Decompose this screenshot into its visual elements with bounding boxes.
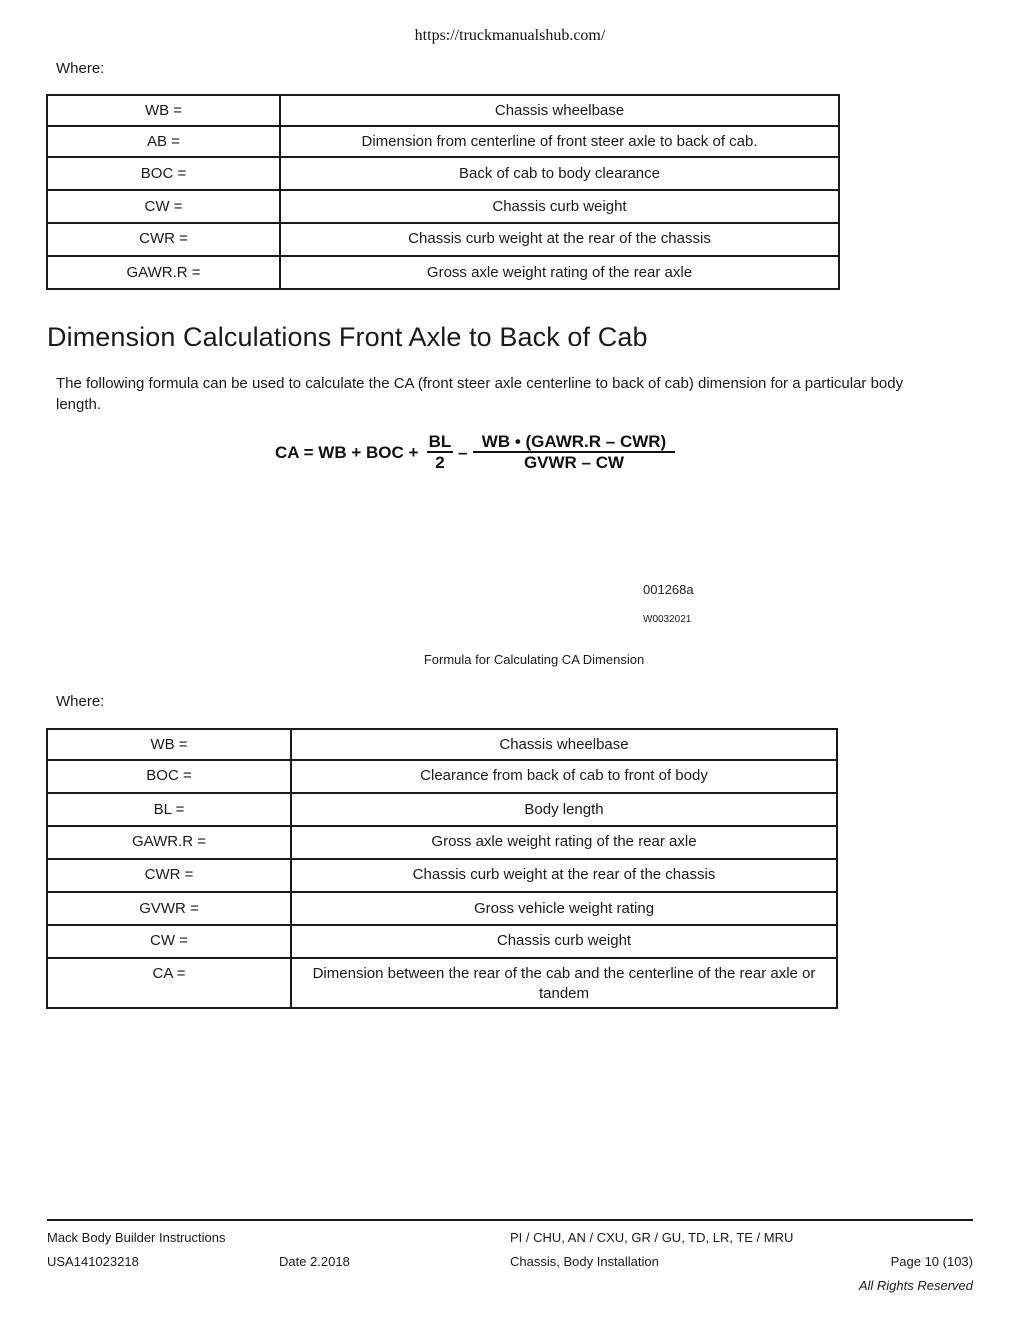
footer-rights: All Rights Reserved <box>858 1278 973 1293</box>
fraction-numerator: BL <box>428 432 452 451</box>
definitions-table-1-body <box>47 95 839 289</box>
table-row <box>47 190 839 223</box>
definition-cell: Dimension between the rear of the cab and the centerline of the rear axle or tandem <box>291 958 837 1008</box>
formula-minus: – <box>458 443 468 462</box>
table-row <box>47 256 839 289</box>
table-row <box>47 793 837 826</box>
definition-cell: Chassis curb weight at the rear of the chassis <box>291 859 837 892</box>
term-cell: CW = <box>47 190 280 223</box>
term-cell: CWR = <box>47 223 280 256</box>
term-cell: WB = <box>47 95 280 126</box>
term-cell: WB = <box>47 729 291 760</box>
term-cell: BOC = <box>47 157 280 190</box>
where-label-1: Where: <box>56 60 105 77</box>
table-row <box>47 729 837 760</box>
definition-cell: Chassis curb weight <box>280 190 839 223</box>
table-row <box>47 157 839 190</box>
where-label-2: Where: <box>56 693 105 710</box>
term-cell: CA = <box>47 958 291 1008</box>
term-cell: CWR = <box>47 859 291 892</box>
footer-doc-title: Mack Body Builder Instructions <box>47 1230 226 1245</box>
definition-cell: Gross axle weight rating of the rear axle <box>291 826 837 859</box>
source-url[interactable]: https://truckmanualshub.com/ <box>414 27 606 44</box>
fraction-numerator: WB • (GAWR.R – CWR) <box>473 432 675 453</box>
term-cell: GAWR.R = <box>47 256 280 289</box>
fraction-denominator: 2 <box>435 453 445 472</box>
formula-fraction-weight <box>473 432 675 473</box>
definitions-table-2-body <box>47 729 837 1008</box>
footer-page-number: Page 10 (103) <box>890 1254 973 1269</box>
footer-date: Date 2.2018 <box>279 1254 350 1269</box>
definition-cell: Back of cab to body clearance <box>280 157 839 190</box>
table-row <box>47 826 837 859</box>
definition-cell: Clearance from back of cab to front of body <box>291 760 837 793</box>
definition-cell: Chassis wheelbase <box>280 95 839 126</box>
definition-cell: Dimension from centerline of front steer axle to back of cab. <box>280 126 839 157</box>
definition-cell: Gross axle weight rating of the rear axle <box>280 256 839 289</box>
term-cell: AB = <box>47 126 280 157</box>
table-row <box>47 892 837 925</box>
table-row <box>47 760 837 793</box>
term-cell: GAWR.R = <box>47 826 291 859</box>
footer-section: Chassis, Body Installation <box>510 1254 659 1269</box>
figure-id: 001268a <box>643 582 694 597</box>
definition-cell: Chassis curb weight <box>291 925 837 958</box>
formula-fraction-bl <box>427 432 453 473</box>
definition-cell: Chassis wheelbase <box>291 729 837 760</box>
formula-lhs: CA = WB + BOC + <box>275 443 419 462</box>
footer-models: PI / CHU, AN / CXU, GR / GU, TD, LR, TE / MRU <box>510 1230 794 1245</box>
table-row <box>47 223 839 256</box>
term-cell: BL = <box>47 793 291 826</box>
figure-code: W0032021 <box>643 614 692 625</box>
term-cell: CW = <box>47 925 291 958</box>
footer-divider <box>47 1219 973 1221</box>
table-row <box>47 126 839 157</box>
figure-caption: Formula for Calculating CA Dimension <box>423 652 645 667</box>
definitions-table-1 <box>46 94 840 290</box>
table-row <box>47 958 837 1008</box>
intro-paragraph: The following formula can be used to calculate the CA (front steer axle centerline to back of cab) dimension for a particular body length. <box>56 375 904 413</box>
table-row <box>47 859 837 892</box>
term-cell: GVWR = <box>47 892 291 925</box>
definition-cell: Body length <box>291 793 837 826</box>
footer-doc-number: USA141023218 <box>47 1254 139 1269</box>
fraction-denominator: GVWR – CW <box>523 453 625 472</box>
table-row <box>47 95 839 126</box>
table-row <box>47 925 837 958</box>
section-heading: Dimension Calculations Front Axle to Back of Cab <box>47 322 648 352</box>
ca-formula <box>275 432 695 480</box>
definition-cell: Chassis curb weight at the rear of the chassis <box>280 223 839 256</box>
definition-cell: Gross vehicle weight rating <box>291 892 837 925</box>
definitions-table-2 <box>46 728 838 1009</box>
term-cell: BOC = <box>47 760 291 793</box>
